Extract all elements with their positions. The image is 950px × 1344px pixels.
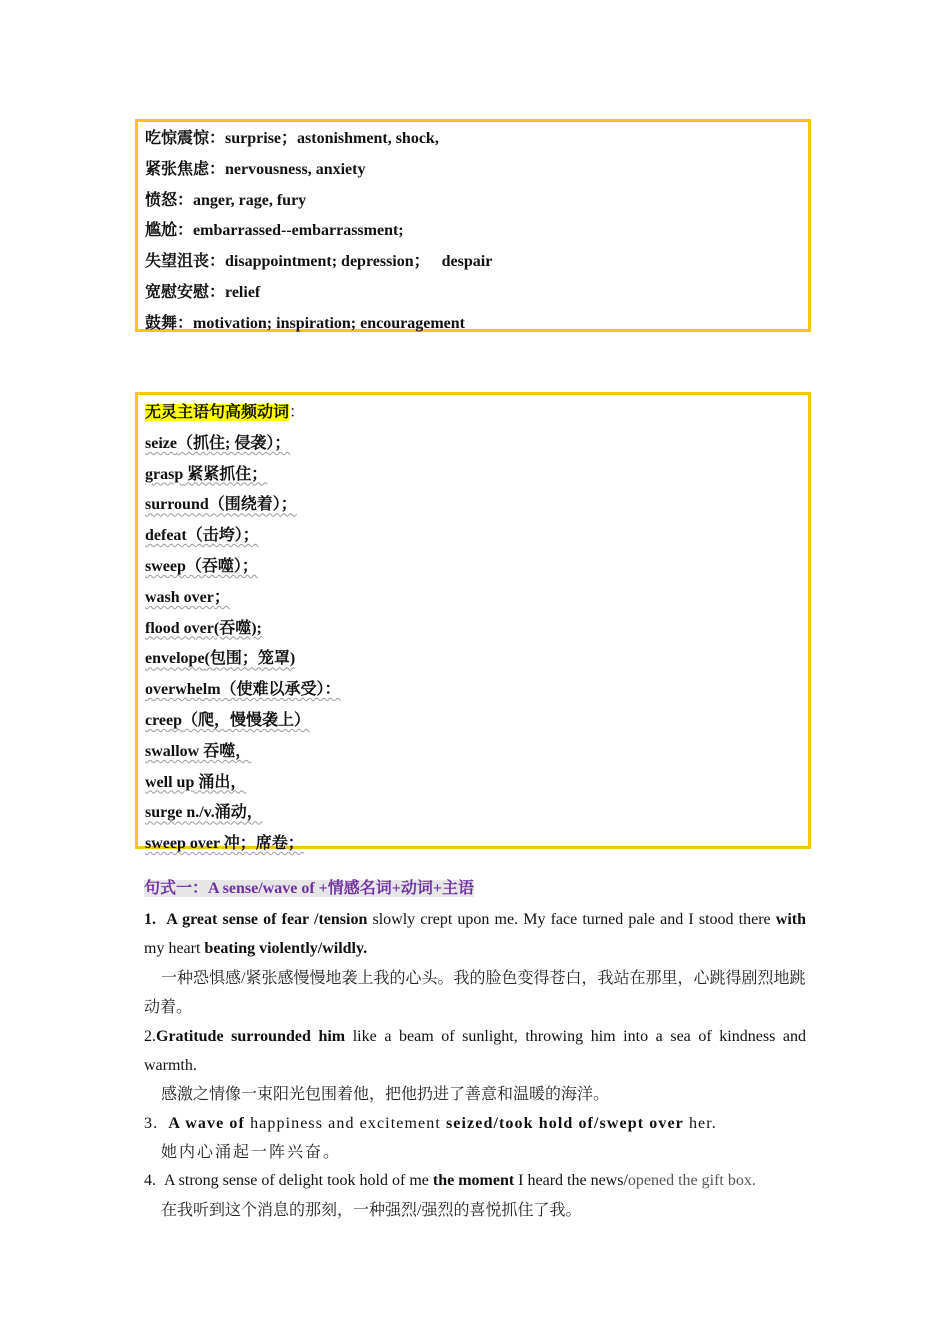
- example-3-translation: 她内心涌起一阵兴奋。: [161, 1144, 342, 1161]
- verbs-heading: 无灵主语句高频动词：: [145, 404, 306, 421]
- verb-item: seize（抓住; 侵袭）；: [145, 434, 291, 452]
- vocab-line: 愤怒：anger, rage, fury: [145, 191, 307, 209]
- verb-item: sweep over 冲；席卷；: [145, 835, 304, 853]
- verbs-box: [135, 392, 811, 853]
- verb-item: swallow 吞噬，: [145, 742, 252, 760]
- verb-item: surge n./v.涌动，: [145, 804, 263, 822]
- example-4-translation: 在我听到这个消息的那刻，一种强烈/强烈的喜悦抓住了我。: [161, 1202, 582, 1219]
- verb-item: sweep（吞噬）；: [145, 557, 258, 575]
- vocab-line: 吃惊震惊：surprise；astonishment, shock,: [145, 130, 439, 147]
- verb-item: surround（围绕着）；: [145, 496, 297, 514]
- pattern-heading: 句式一：A sense/wave of +情感名词+动词+主语: [144, 880, 475, 897]
- vocab-line: 鼓舞：motivation; inspiration; encouragement: [145, 314, 465, 332]
- vocab-line: 失望沮丧：disappointment; depression； despair: [145, 253, 493, 271]
- verb-item: well up 涌出，: [145, 773, 247, 791]
- vocab-line: 宽慰安慰：relief: [145, 283, 261, 301]
- example-3: 3. A wave of happiness and excitement seized/took hold of/swept over her.: [144, 1115, 717, 1132]
- verb-item: flood over(吞噬);: [145, 619, 262, 637]
- verb-item: overwhelm（使难以承受）：: [145, 681, 341, 699]
- verb-item: grasp 紧紧抓住；: [145, 465, 268, 483]
- emotion-vocab-box: [135, 119, 811, 332]
- verb-item: defeat（击垮）；: [145, 527, 259, 545]
- example-1-translation: 一种恐惧感/紧张感慢慢地袭上我的心头。我的脸色变得苍白，我站在那里，心跳得剧烈地跳动着。: [144, 970, 806, 1016]
- example-4: 4. A strong sense of delight took hold of me the moment I heard the news/opened the gift box.: [144, 1172, 756, 1189]
- example-1: 1. A great sense of fear /tension slowly crept upon me. My face turned pale and I stood there with my heart beating violently/wildly.: [144, 911, 807, 957]
- verb-item: wash over；: [145, 588, 230, 606]
- vocab-line: 尴尬：embarrassed--embarrassment;: [145, 222, 404, 240]
- vocab-line: 紧张焦虑：nervousness, anxiety: [145, 160, 366, 178]
- example-2-translation: 感激之情像一束阳光包围着他，把他扔进了善意和温暖的海洋。: [161, 1086, 610, 1103]
- example-2: 2.Gratitude surrounded him like a beam of sunlight, throwing him into a sea of kindness and warmth.: [144, 1028, 806, 1074]
- verb-item: creep（爬，慢慢袭上）: [145, 711, 311, 729]
- verb-item: envelope(包围；笼罩): [145, 650, 296, 668]
